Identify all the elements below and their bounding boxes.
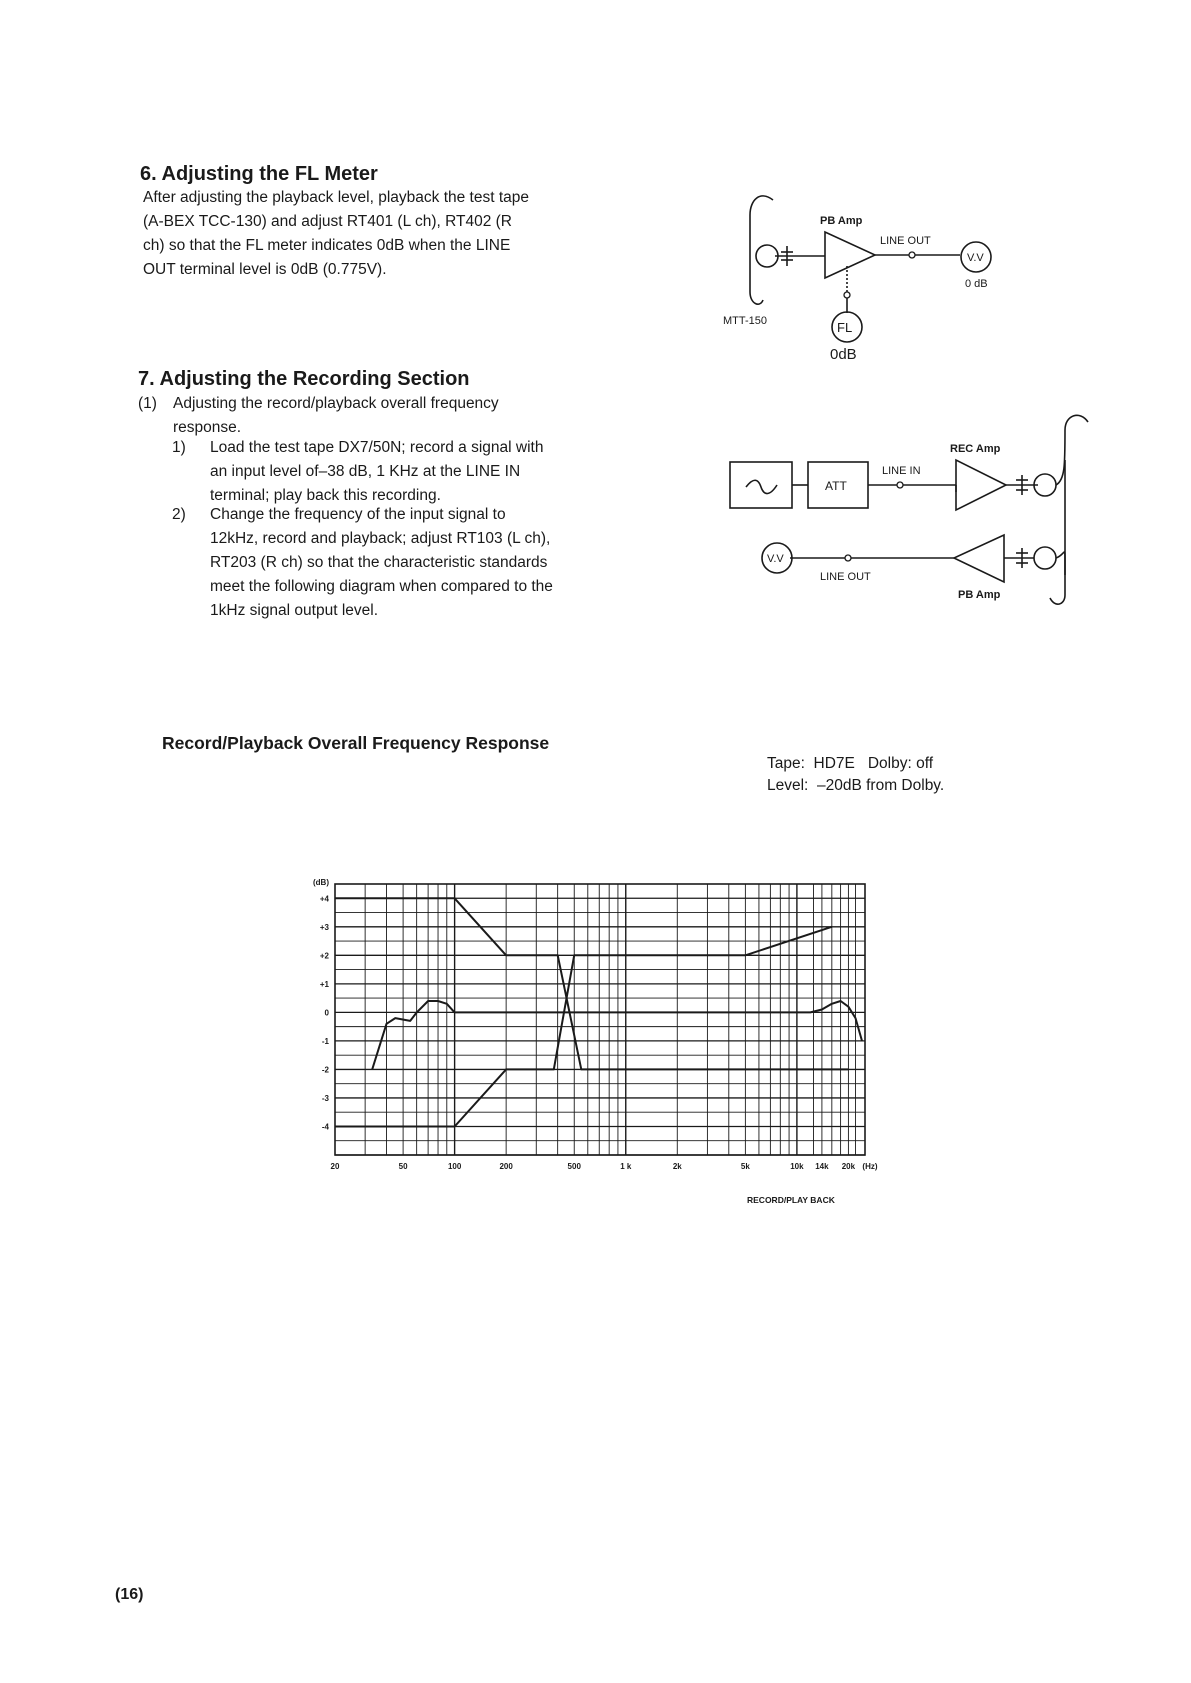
pb-amp-label: PB Amp: [958, 589, 1001, 601]
frequency-response-chart: [300, 868, 900, 1218]
y-unit-label: (dB): [313, 878, 329, 887]
vv-meter-label: V.V: [967, 252, 984, 264]
att-label: ATT: [825, 479, 847, 493]
vv-level-label: 0 dB: [965, 278, 988, 290]
dolby-setting: Dolby: off: [867, 755, 934, 772]
x-tick-label: 5k: [740, 1162, 750, 1171]
text-line: ch) so that the FL meter indicates 0dB when the LINE: [143, 237, 511, 254]
y-tick-label: +3: [319, 922, 329, 932]
text-line: OUT terminal level is 0dB (0.775V).: [143, 261, 387, 278]
level-info-row: [767, 775, 944, 797]
y-tick-label: -4: [321, 1122, 329, 1132]
x-tick-label: 14k: [815, 1162, 829, 1171]
page-number: (16): [115, 1586, 144, 1603]
subsection-number: (1): [138, 395, 157, 412]
line-out-label: LINE OUT: [880, 235, 931, 247]
tape-info: [767, 753, 944, 797]
pb-amp-icon: [954, 535, 1004, 582]
fl-meter-diagram: [715, 180, 1035, 380]
text-line: response.: [173, 419, 242, 436]
x-tick-label: 50: [398, 1162, 408, 1171]
y-tick-label: -1: [321, 1036, 329, 1046]
text-line: an input level of–38 dB, 1 KHz at the LINE IN: [210, 463, 521, 480]
tape-info-row: [767, 753, 944, 775]
text-line: (A-BEX TCC-130) and adjust RT401 (L ch), RT402 (R: [143, 213, 512, 230]
level-value: –20dB from Dolby.: [817, 777, 945, 794]
x-tick-label: 200: [499, 1162, 513, 1171]
x-tick-label: 100: [447, 1162, 462, 1171]
step-number: 1): [172, 439, 186, 456]
chart-title: Record/Playback Overall Frequency Response: [162, 733, 550, 753]
text-line: RT203 (R ch) so that the characteristic standards: [210, 554, 548, 571]
tape-label: Tape:: [767, 755, 805, 772]
x-tick-label: 20: [330, 1162, 340, 1171]
line-out-label: LINE OUT: [820, 571, 871, 583]
rec-amp-label: REC Amp: [950, 443, 1001, 455]
x-tick-label: 1 k: [620, 1162, 632, 1171]
text-line: Load the test tape DX7/50N; record a signal with: [210, 439, 544, 456]
y-tick-label: -3: [321, 1093, 329, 1103]
fl-level-label: 0dB: [830, 346, 857, 363]
text-line: Adjusting the record/playback overall frequency: [173, 395, 499, 412]
recording-section-diagram: [720, 400, 1120, 630]
text-line: Change the frequency of the input signal to: [210, 506, 506, 523]
y-tick-label: 0: [324, 1008, 329, 1018]
section-6-text: [143, 186, 603, 282]
text-line: After adjusting the playback level, playback the test tape: [143, 189, 530, 206]
step-number: 2): [172, 506, 186, 523]
y-tick-label: -2: [321, 1065, 329, 1075]
x-tick-label: 2k: [672, 1162, 682, 1171]
chart-frame: [335, 884, 865, 1155]
y-tick-label: +2: [319, 951, 329, 961]
pb-amp-label: PB Amp: [820, 215, 863, 227]
y-tick-label: +4: [319, 894, 329, 904]
x-tick-label: 20k: [841, 1162, 856, 1171]
x-unit-label: (Hz): [862, 1162, 878, 1171]
vv-meter-label: V.V: [767, 553, 784, 565]
text-line: 1kHz signal output level.: [210, 602, 379, 619]
pb-amp-icon: [825, 232, 875, 278]
tape-head-icon: [756, 245, 778, 267]
line-in-label: LINE IN: [882, 465, 921, 477]
x-tick-label: 10k: [790, 1162, 804, 1171]
tape-value: HD7E: [813, 755, 855, 772]
text-line: terminal; play back this recording.: [210, 487, 441, 504]
y-tick-label: +1: [319, 979, 329, 989]
text-line: 12kHz, record and playback; adjust RT103 (L ch),: [210, 530, 551, 547]
section-6-heading: 6. Adjusting the FL Meter: [140, 163, 378, 185]
text-line: meet the following diagram when compared to the: [210, 578, 553, 595]
fl-meter-label: FL: [837, 320, 853, 335]
x-tick-label: 500: [567, 1162, 581, 1171]
response-curve-3: [372, 1001, 862, 1069]
section-7-heading: 7. Adjusting the Recording Section: [138, 368, 470, 390]
pb-head-icon: [1034, 547, 1056, 569]
tape-label: MTT-150: [723, 315, 768, 327]
rec-amp-icon: [956, 460, 1006, 510]
level-label: Level:: [767, 777, 809, 794]
x-axis-label: RECORD/PLAY BACK: [747, 1195, 835, 1205]
